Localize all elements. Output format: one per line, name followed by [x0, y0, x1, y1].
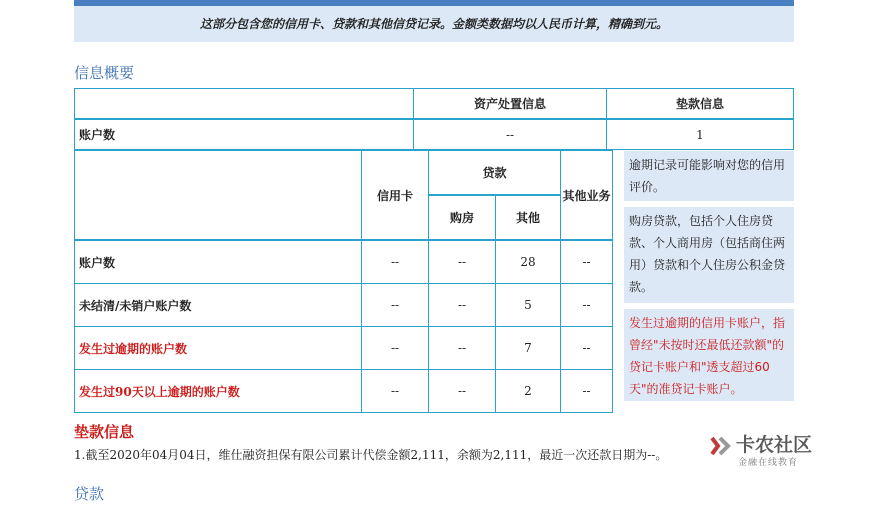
cell-credit: -- [362, 370, 429, 413]
row-label: 发生过90天以上逾期的账户数 [75, 370, 362, 413]
header-other-business: 其他业务 [561, 151, 613, 241]
header-credit-card: 信用卡 [362, 151, 429, 241]
header-other: 其他 [496, 195, 561, 240]
cell-house: -- [429, 240, 496, 284]
cell-other: 5 [496, 284, 561, 327]
cell-credit: -- [362, 284, 429, 327]
logo-main-text: 卡农社区 [736, 434, 813, 456]
cell-other: 7 [496, 327, 561, 370]
notice-banner: 这部分包含您的信用卡、贷款和其他信贷记录。金额类数据均以人民币计算，精确到元。 [74, 6, 794, 42]
header-loan: 贷款 [429, 151, 561, 195]
header-cell-empty [75, 89, 414, 120]
header-advance: 垫款信息 [607, 89, 794, 120]
cell-credit: -- [362, 327, 429, 370]
row-label: 未结清/未销户账户数 [75, 284, 362, 327]
header-asset: 资产处置信息 [414, 89, 607, 120]
logo-icon [708, 434, 732, 458]
cell-asset: -- [414, 119, 607, 150]
cell-other: 2 [496, 370, 561, 413]
row-label: 账户数 [75, 240, 362, 284]
side-note-credit-overdue: 发生过逾期的信用卡账户，指曾经"未按时还最低还款额"的贷记卡账户和"透支超过60天"的准贷记卡账户。 [624, 309, 794, 401]
cell-house: -- [429, 327, 496, 370]
logo-sub-text: 金融在线教育 [738, 458, 799, 468]
cell-biz: -- [561, 327, 613, 370]
section-title-overview: 信息概要 [74, 64, 135, 82]
side-note-overdue: 逾期记录可能影响对您的信用评价。 [624, 151, 794, 201]
cell-advance: 1 [607, 119, 794, 150]
header-cell-empty [75, 151, 362, 241]
section-title-loan: 贷款 [74, 485, 105, 503]
cell-house: -- [429, 284, 496, 327]
cell-house: -- [429, 370, 496, 413]
header-house: 购房 [429, 195, 496, 240]
cell-biz: -- [561, 370, 613, 413]
cell-other: 28 [496, 240, 561, 284]
side-note-house-loan: 购房贷款，包括个人住房贷款、个人商用房（包括商住两用）贷款和个人住房公积金贷款。 [624, 207, 794, 303]
cell-credit: -- [362, 240, 429, 284]
row-label: 发生过逾期的账户数 [75, 327, 362, 370]
advance-detail: 1.截至2020年04月04日，维仕融资担保有限公司累计代偿金额2,111，余额为2,111，最近一次还款日期为--。 [74, 448, 668, 462]
account-table [74, 150, 613, 413]
section-title-advance: 垫款信息 [74, 423, 135, 441]
cell-biz: -- [561, 240, 613, 284]
summary-table [74, 88, 794, 150]
cell-biz: -- [561, 284, 613, 327]
watermark-logo [706, 430, 826, 470]
row-label: 账户数 [75, 119, 414, 150]
